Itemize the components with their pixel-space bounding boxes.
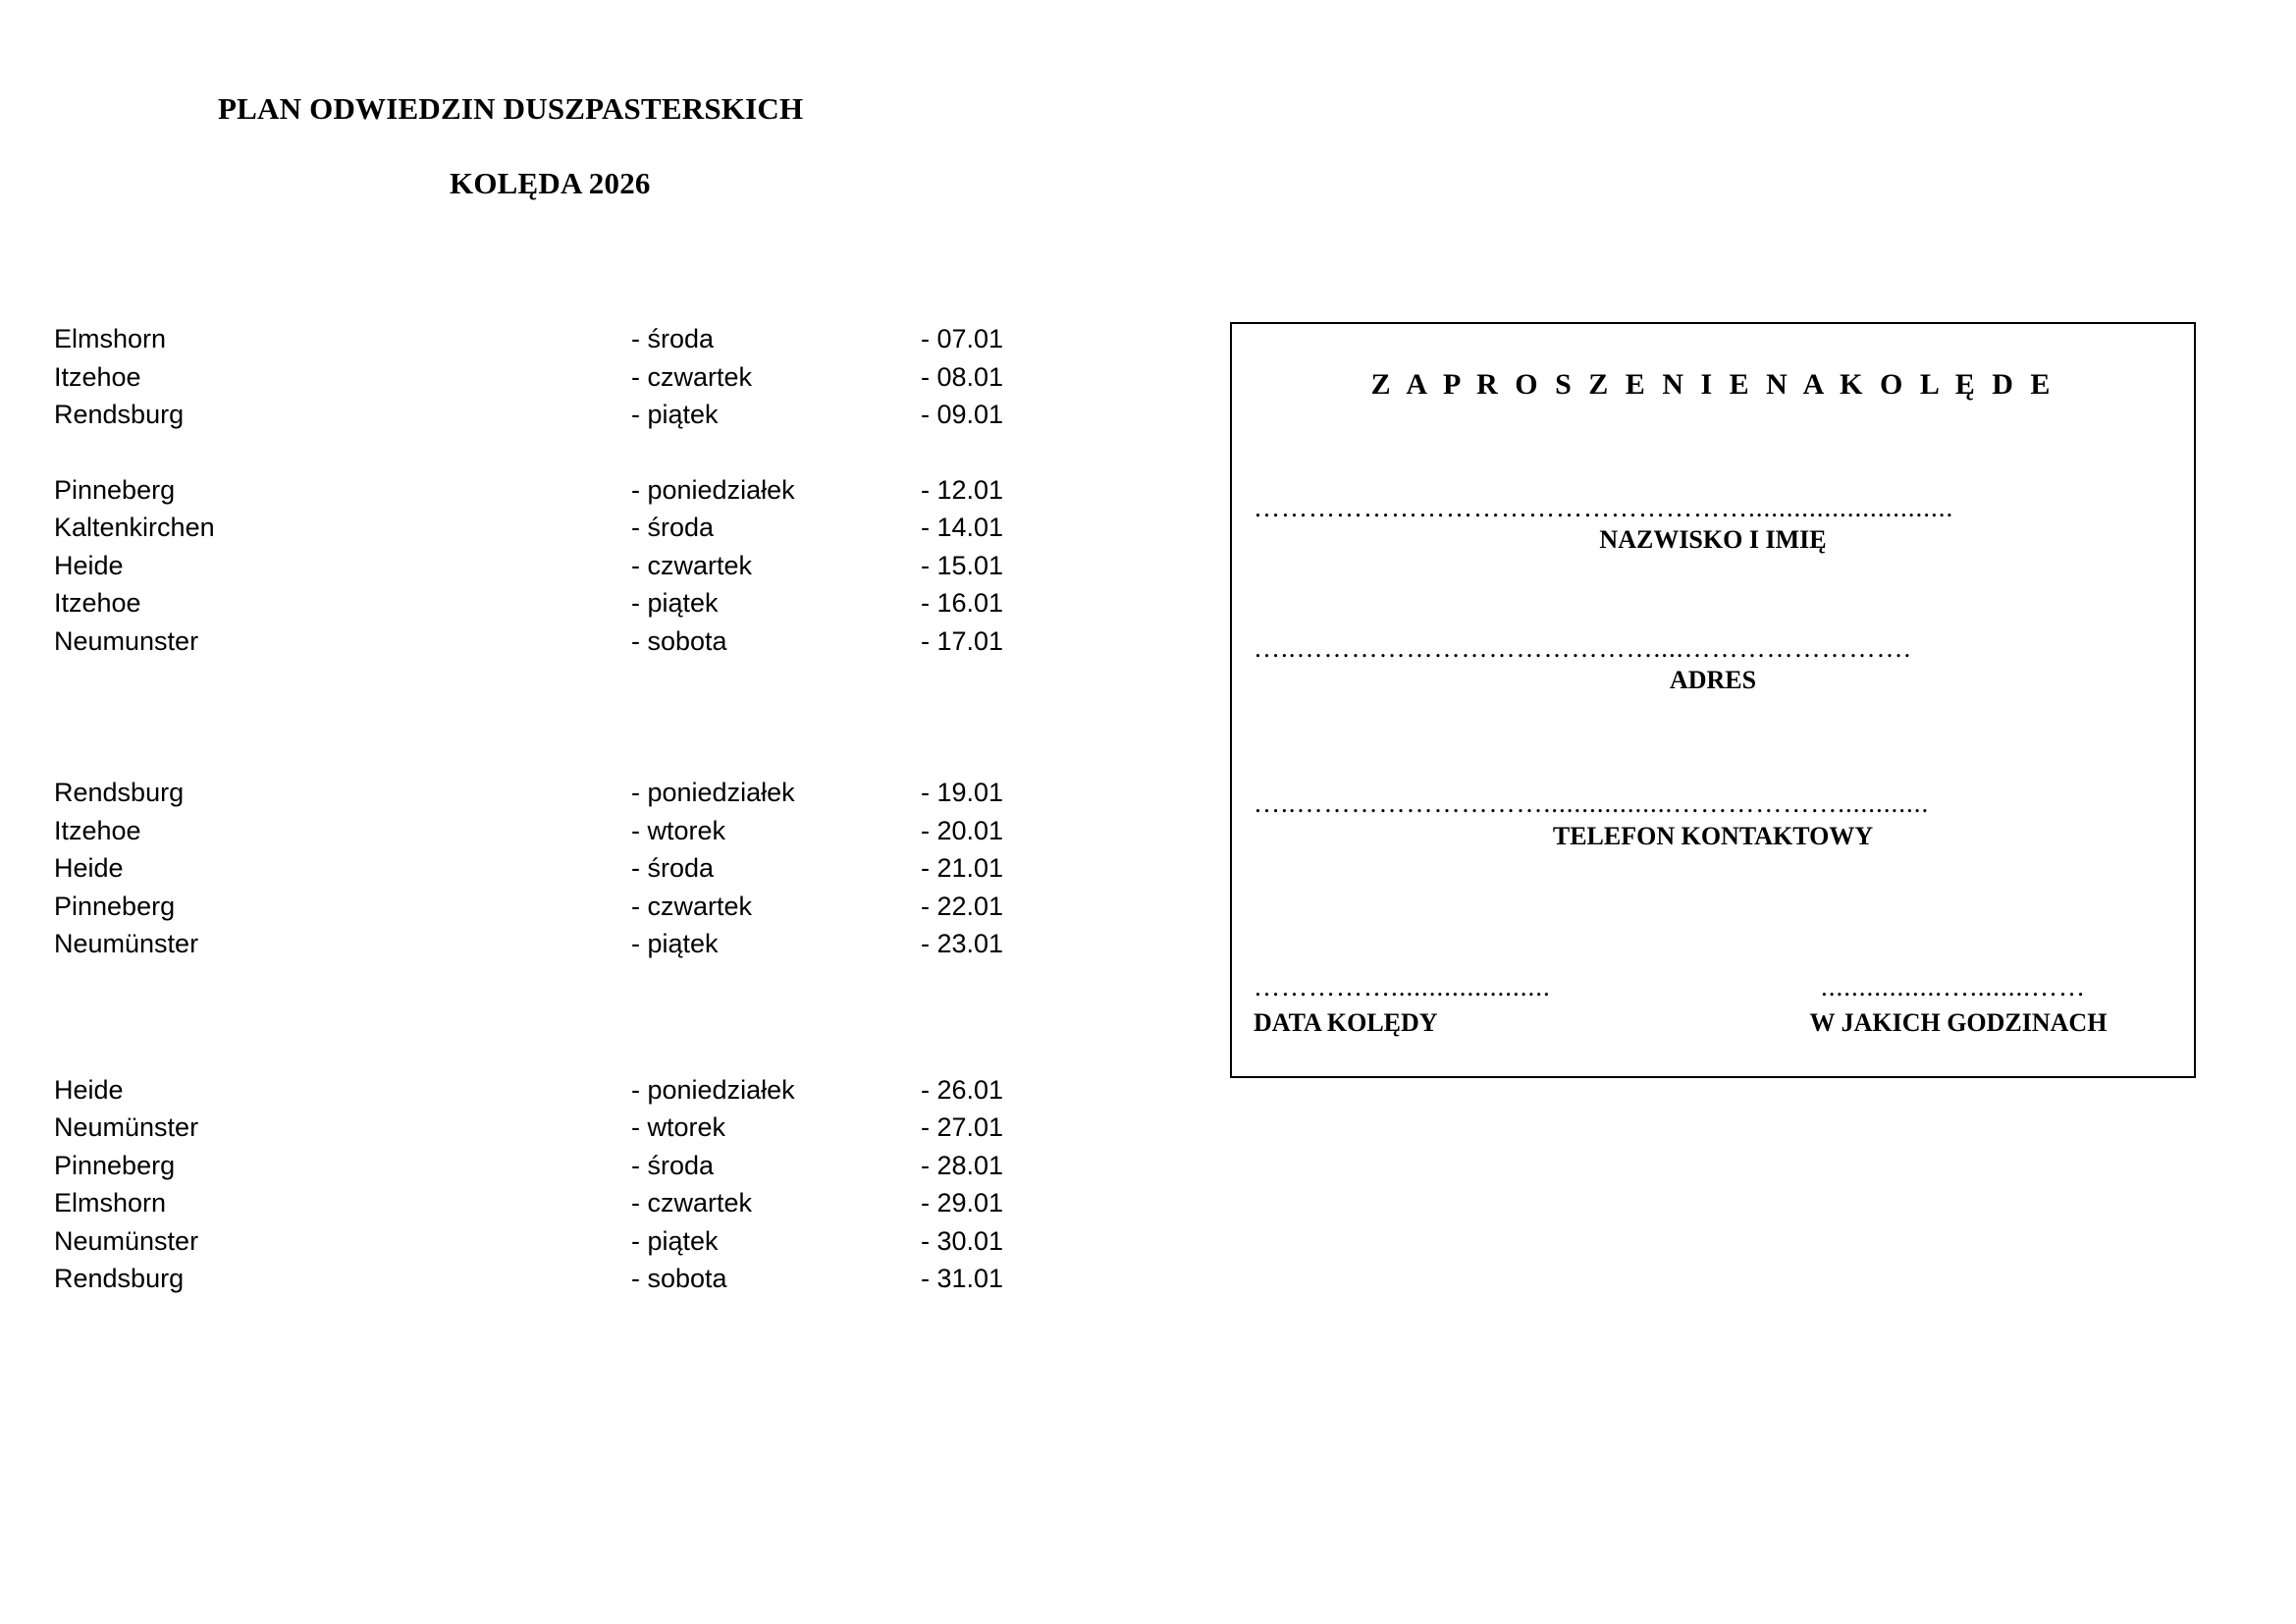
schedule-group — [54, 774, 1055, 963]
schedule-day: - środa — [631, 853, 715, 883]
schedule-date: - 30.01 — [921, 1225, 1004, 1256]
schedule-day: - środa — [631, 513, 715, 542]
schedule-date: - 08.01 — [921, 361, 1004, 392]
schedule-day: - czwartek — [631, 1188, 753, 1218]
schedule-place: Elmshorn — [54, 324, 167, 353]
schedule-date: - 19.01 — [921, 778, 1004, 807]
schedule-row — [54, 1222, 1055, 1261]
schedule-date: - 22.01 — [921, 891, 1004, 921]
schedule-day: - poniedziałek — [631, 474, 795, 505]
schedule-row — [54, 774, 1055, 812]
schedule-date: - 28.01 — [921, 1150, 1004, 1180]
schedule-row — [54, 320, 1055, 358]
schedule-date: - 26.01 — [921, 1074, 1004, 1105]
address-field-line[interactable]: …..…………………………………....……………………. — [1254, 633, 1912, 663]
schedule-place: Neumunster — [54, 625, 199, 656]
schedule-row — [54, 358, 1055, 397]
schedule-place: Rendsburg — [54, 400, 185, 429]
schedule-place: Neumünster — [54, 929, 199, 958]
schedule-row — [54, 623, 1055, 661]
visit-hours-field-label: W JAKICH GODZINACH — [1809, 1008, 2108, 1037]
schedule-date: - 15.01 — [921, 550, 1004, 580]
schedule-place: Heide — [54, 550, 124, 580]
schedule-day: - czwartek — [631, 891, 753, 921]
address-field-label: ADRES — [1669, 666, 1757, 694]
schedule-row — [54, 1260, 1055, 1298]
schedule-day: - czwartek — [631, 550, 753, 580]
page-title: PLAN ODWIEDZIN DUSZPASTERSKICH — [218, 91, 804, 126]
schedule-group — [54, 320, 1055, 434]
schedule-place: Pinneberg — [54, 891, 176, 921]
name-field-line[interactable]: ………………………………………………........................... — [1254, 493, 1954, 522]
schedule-row — [54, 849, 1055, 888]
schedule-date: - 12.01 — [921, 474, 1004, 505]
schedule-date: - 27.01 — [921, 1112, 1004, 1142]
schedule-row — [54, 888, 1055, 926]
schedule-place: Neumünster — [54, 1225, 199, 1256]
schedule-date: - 23.01 — [921, 929, 1004, 958]
schedule-place: Pinneberg — [54, 1150, 176, 1180]
schedule-date: - 17.01 — [921, 625, 1004, 656]
phone-field-line[interactable]: …..……………………….................………………............ — [1254, 788, 1930, 818]
schedule-day: - sobota — [631, 625, 727, 656]
schedule-group — [54, 471, 1055, 661]
page-subtitle: KOLĘDA 2026 — [450, 166, 651, 200]
schedule-place: Itzehoe — [54, 361, 141, 392]
schedule-row — [54, 396, 1055, 434]
schedule-day: - poniedziałek — [631, 778, 795, 807]
schedule-place: Neumünster — [54, 1112, 199, 1142]
schedule-row — [54, 1071, 1055, 1110]
schedule-day: - czwartek — [631, 361, 753, 392]
schedule-row — [54, 1109, 1055, 1147]
schedule-spacer — [54, 434, 1055, 471]
schedule-date: - 20.01 — [921, 815, 1004, 845]
schedule-date: - 14.01 — [921, 513, 1004, 542]
visit-date-field-label: DATA KOLĘDY — [1254, 1008, 1438, 1037]
schedule-place: Rendsburg — [54, 1264, 185, 1293]
schedule-date: - 21.01 — [921, 853, 1004, 883]
schedule-day: - piątek — [631, 929, 719, 958]
schedule-day: - piątek — [631, 588, 719, 618]
schedule-place: Itzehoe — [54, 588, 141, 618]
schedule-date: - 31.01 — [921, 1264, 1004, 1293]
schedule-row — [54, 925, 1055, 963]
schedule-date: - 09.01 — [921, 400, 1004, 429]
schedule-day: - wtorek — [631, 1112, 726, 1142]
visit-hours-field-line[interactable]: ................…........…… — [1821, 972, 2086, 1001]
schedule-spacer — [54, 963, 1055, 1071]
schedule-day: - wtorek — [631, 815, 726, 845]
visit-schedule — [54, 320, 1055, 1298]
schedule-date: - 16.01 — [921, 588, 1004, 618]
schedule-day: - sobota — [631, 1264, 727, 1293]
schedule-date: - 29.01 — [921, 1188, 1004, 1218]
schedule-day: - środa — [631, 1150, 715, 1180]
schedule-day: - poniedziałek — [631, 1074, 795, 1105]
schedule-place: Heide — [54, 853, 124, 883]
schedule-row — [54, 509, 1055, 547]
schedule-day: - środa — [631, 324, 715, 353]
schedule-place: Itzehoe — [54, 815, 141, 845]
schedule-row — [54, 1147, 1055, 1185]
schedule-row — [54, 1184, 1055, 1222]
invitation-title: Z A P R O S Z E N I E N A K O L Ę D E — [1370, 368, 2056, 401]
schedule-day: - piątek — [631, 400, 719, 429]
visit-date-field-line[interactable]: ……………..................... — [1254, 972, 1551, 1001]
schedule-row — [54, 547, 1055, 585]
schedule-place: Heide — [54, 1074, 124, 1105]
schedule-date: - 07.01 — [921, 324, 1004, 353]
schedule-spacer — [54, 660, 1055, 774]
schedule-row — [54, 471, 1055, 510]
schedule-row — [54, 812, 1055, 850]
schedule-group — [54, 1071, 1055, 1298]
name-field-label: NAZWISKO I IMIĘ — [1599, 525, 1827, 554]
schedule-place: Rendsburg — [54, 778, 185, 807]
schedule-place: Pinneberg — [54, 474, 176, 505]
schedule-place: Kaltenkirchen — [54, 513, 215, 542]
phone-field-label: TELEFON KONTAKTOWY — [1552, 822, 1874, 850]
schedule-place: Elmshorn — [54, 1188, 167, 1218]
invitation-card — [1230, 322, 2196, 1078]
schedule-day: - piątek — [631, 1225, 719, 1256]
schedule-row — [54, 584, 1055, 623]
